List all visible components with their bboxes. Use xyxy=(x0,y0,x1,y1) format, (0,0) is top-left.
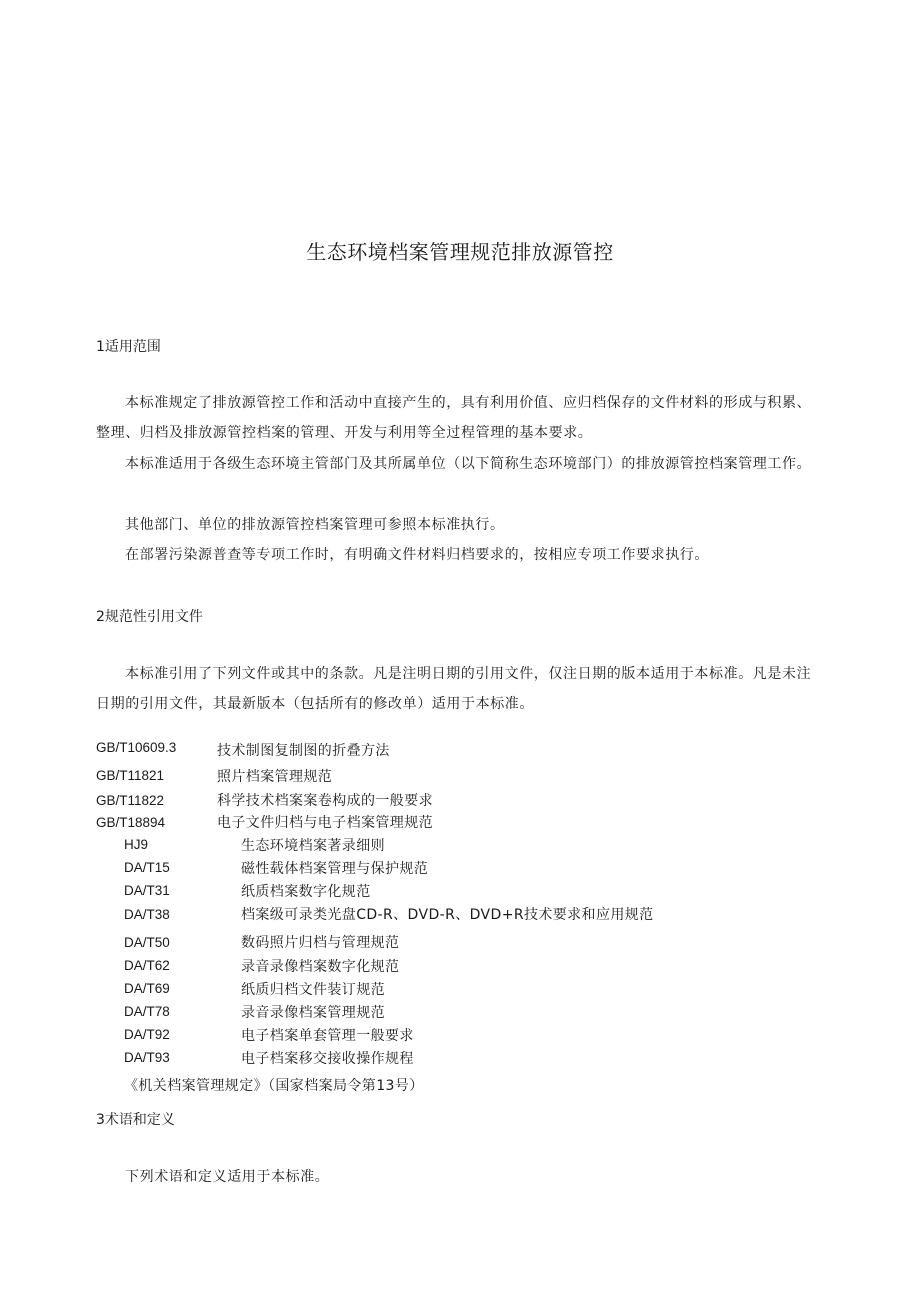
reference-code: GB/T18894 xyxy=(96,815,166,830)
section-heading-scope: 1适用范围 xyxy=(96,339,161,355)
reference-title: 电子文件归档与电子档案管理规范 xyxy=(217,815,433,831)
references-intro-paragraph: 本标准引用了下列文件或其中的条款。凡是注明日期的引用文件，仅注日期的版本适用于本标准。凡是未注日期的引用文件，其最新版本（包括所有的修改单）适用于本标准。 xyxy=(96,666,812,712)
reference-code: DA/T62 xyxy=(124,958,170,973)
document-title: 生态环境档案管理规范排放源管控 xyxy=(306,240,614,264)
reference-title: 录音录像档案管理规范 xyxy=(241,1005,385,1021)
reference-code: GB/T10609.3 xyxy=(96,740,177,755)
reference-code: GB/T11821 xyxy=(96,768,165,783)
reference-title: 生态环境档案著录细则 xyxy=(241,838,385,854)
scope-paragraph-4: 在部署污染源普查等专项工作时，有明确文件材料归档要求的，按相应专项工作要求执行。 xyxy=(125,547,709,563)
scope-paragraph-1: 本标准规定了排放源管控工作和活动中直接产生的，具有利用价值、应归档保存的文件材料的形成与积累、整理、归档及排放源管控档案的管理、开发与利用等全过程管理的基本要求。 xyxy=(96,395,812,441)
regulation-reference: 《机关档案管理规定》（国家档案局令第13号） xyxy=(124,1078,424,1094)
reference-title: 纸质归档文件装订规范 xyxy=(241,982,385,998)
terms-intro-paragraph: 下列术语和定义适用于本标准。 xyxy=(125,1169,330,1185)
reference-title: 磁性载体档案管理与保护规范 xyxy=(241,861,429,877)
reference-title: 电子档案单套管理一般要求 xyxy=(241,1028,414,1044)
reference-title: 科学技术档案案卷构成的一般要求 xyxy=(217,793,433,809)
section-heading-terms-definitions: 3术语和定义 xyxy=(96,1112,175,1128)
reference-title: 照片档案管理规范 xyxy=(217,769,333,785)
scope-paragraph-3: 其他部门、单位的排放源管控档案管理可参照本标准执行。 xyxy=(125,517,505,533)
reference-code: DA/T93 xyxy=(124,1050,170,1065)
reference-title: 录音录像档案数字化规范 xyxy=(241,959,400,975)
reference-code: DA/T69 xyxy=(124,981,170,996)
reference-code: DA/T38 xyxy=(124,907,170,922)
reference-code: DA/T78 xyxy=(124,1004,170,1019)
reference-title: 技术制图复制图的折叠方法 xyxy=(217,743,390,759)
reference-title: 纸质档案数字化规范 xyxy=(241,884,371,900)
reference-code: DA/T92 xyxy=(124,1027,170,1042)
section-heading-normative-references: 2规范性引用文件 xyxy=(96,609,203,625)
reference-code: DA/T15 xyxy=(124,860,170,875)
reference-code: HJ9 xyxy=(124,837,149,852)
reference-code: GB/T11822 xyxy=(96,793,165,808)
reference-title: 档案级可录类光盘CD-R、DVD-R、DVD+R技术要求和应用规范 xyxy=(241,907,654,923)
reference-code: DA/T31 xyxy=(124,883,170,898)
reference-title: 数码照片归档与管理规范 xyxy=(241,935,400,951)
reference-title: 电子档案移交接收操作规程 xyxy=(241,1051,414,1067)
scope-paragraph-2: 本标准适用于各级生态环境主管部门及其所属单位（以下简称生态环境部门）的排放源管控档案管理工作。 xyxy=(125,456,812,472)
reference-code: DA/T50 xyxy=(124,935,170,950)
